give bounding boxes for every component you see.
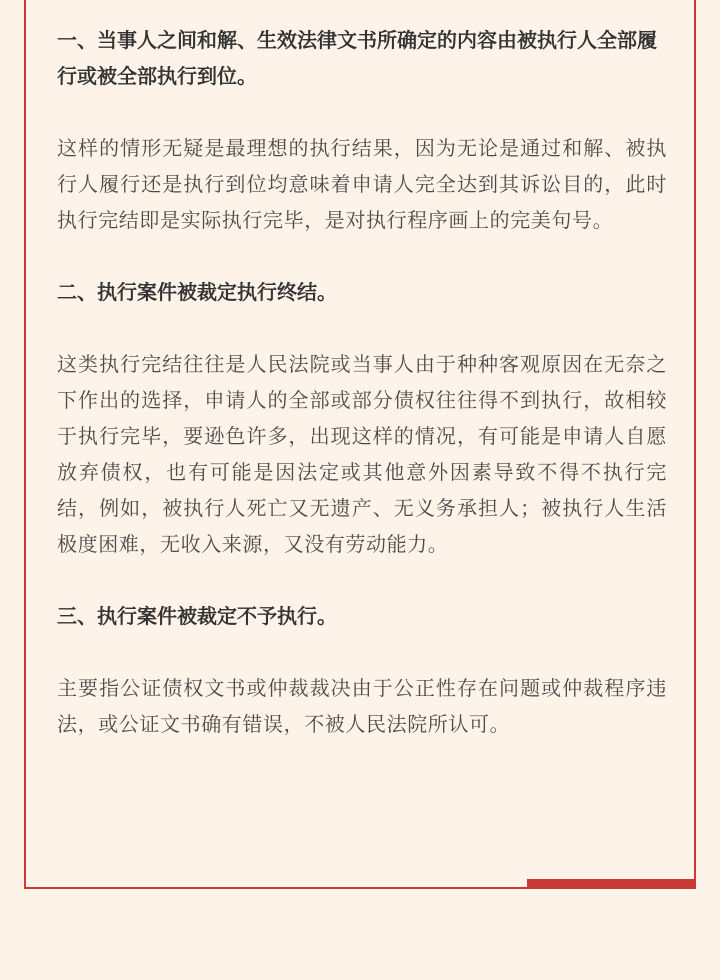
section-1-heading: 一、当事人之间和解、生效法律文书所确定的内容由被执行人全部履行或被全部执行到位。 (57, 28, 657, 88)
article-content (57, 22, 667, 742)
section-1-body: 这样的情形无疑是最理想的执行结果，因为无论是通过和解、被执行人履行还是执行到位均意味着申请人完全达到其诉讼目的，此时执行完结即是实际执行完毕，是对执行程序画上的完美句号。 (57, 136, 667, 232)
section-3-body: 主要指公证债权文书或仲裁裁决由于公正性存在问题或仲裁程序违法，或公证文书确有错误，不被人民法院所认可。 (57, 676, 667, 736)
section-2-body: 这类执行完结往往是人民法院或当事人由于种种客观原因在无奈之下作出的选择，申请人的全部或部分债权往往得不到执行，故相较于执行完毕，要逊色许多，出现这样的情况，有可能是申请人自愿放弃债权，也有可能是因法定或其他意外因素导致不得不执行完结，例如，被执行人死亡又无遗产、无义务承担人；被执行人生活极度困难，无收入来源，又没有劳动能力。 (57, 352, 667, 556)
accent-bar (527, 879, 695, 889)
section-2-heading: 二、执行案件被裁定执行终结。 (57, 280, 337, 304)
section-3-heading: 三、执行案件被裁定不予执行。 (57, 604, 337, 628)
